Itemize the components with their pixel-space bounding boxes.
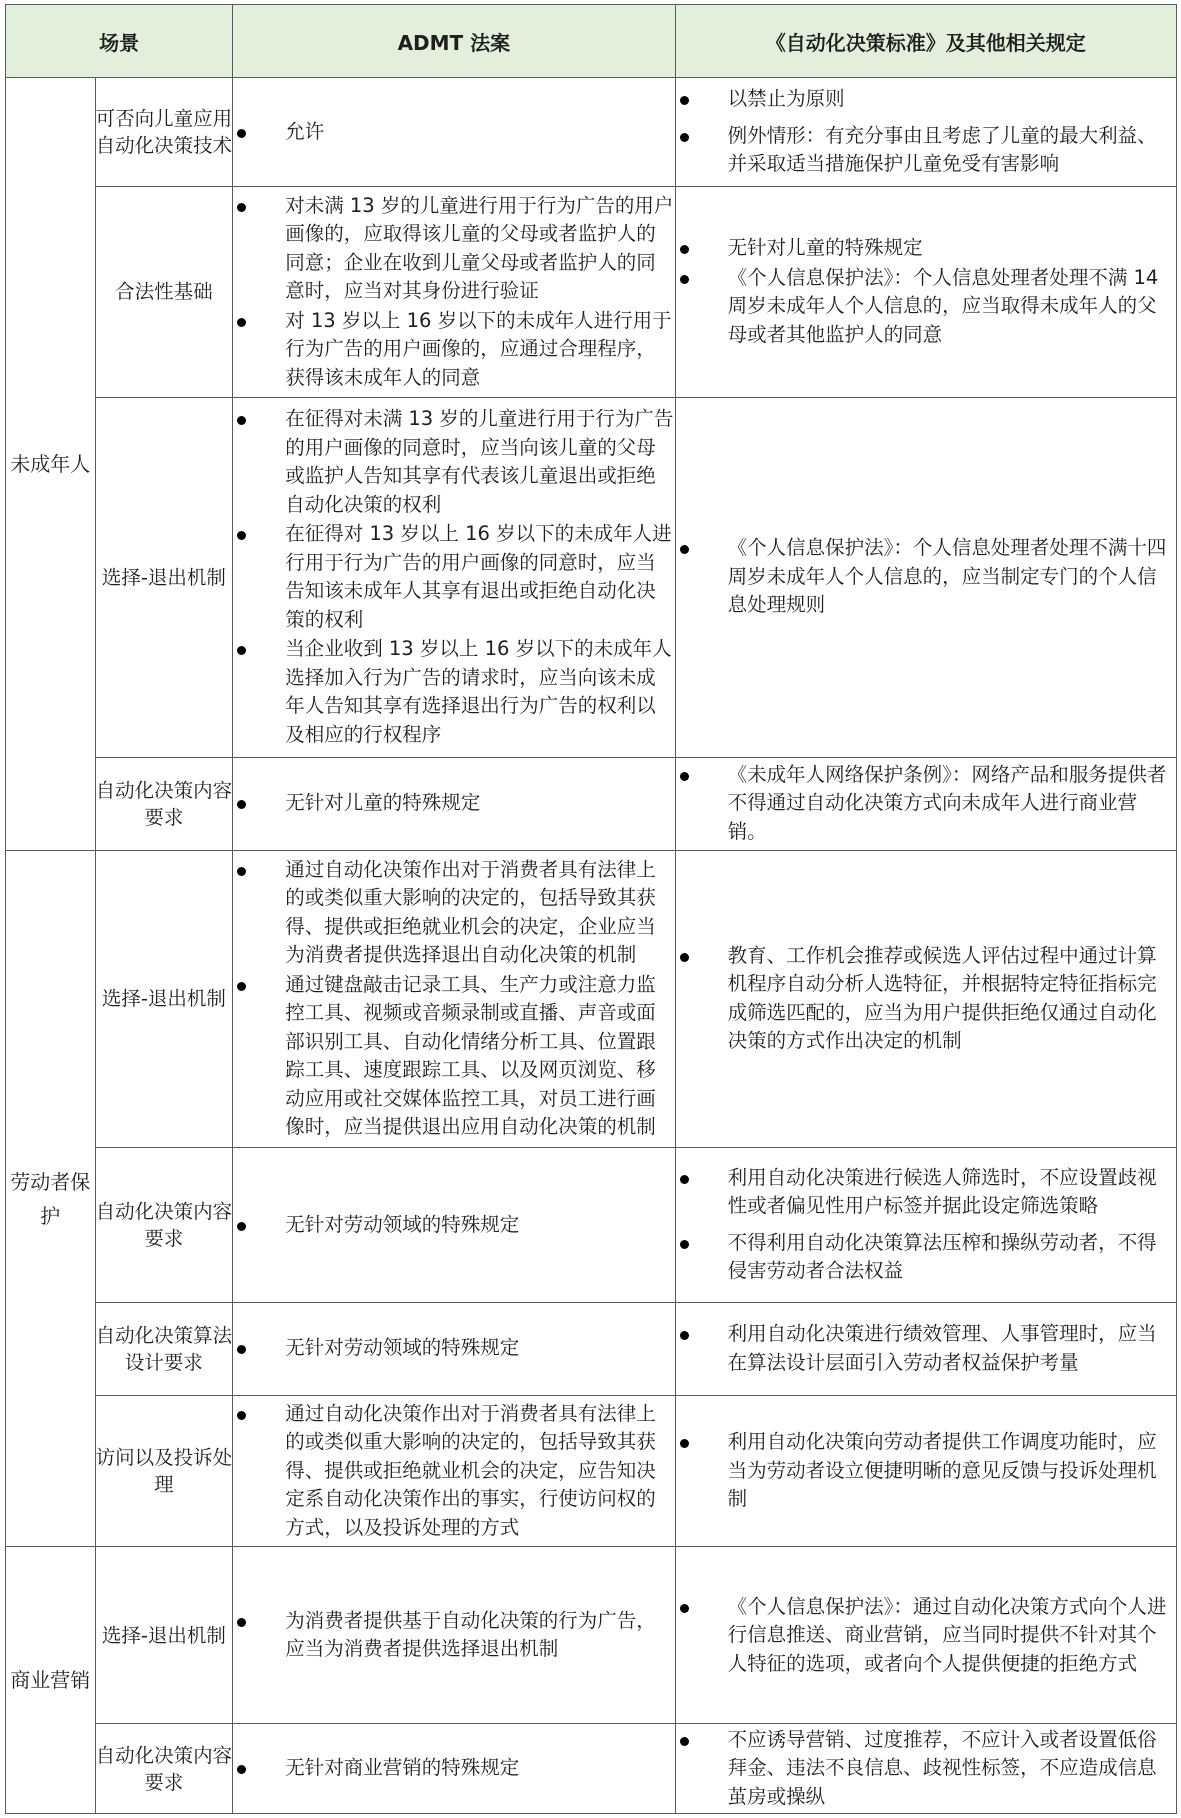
list-item: 无针对劳动领域的特殊规定 bbox=[233, 1211, 674, 1240]
table-row bbox=[6, 850, 1177, 1147]
list-item: 无针对儿童的特殊规定 bbox=[676, 234, 1176, 263]
bullet-icon bbox=[237, 1345, 246, 1354]
list-item: 通过键盘敲击记录工具、生产力或注意力监控工具、视频或音频录制或直播、声音或面部识别工具、自动化情绪分析工具、位置跟踪工具、速度跟踪工具、以及网页浏览、移动应用或社交媒体监控工具，对员工进行画像时，应当提供退出应用自动化决策的机制 bbox=[233, 971, 674, 1142]
scene-cell: 选择-退出机制 bbox=[95, 397, 233, 757]
table-row bbox=[6, 1302, 1177, 1395]
bullet-icon bbox=[237, 1222, 246, 1231]
bullet-icon bbox=[680, 953, 689, 962]
bullet-icon bbox=[680, 1175, 689, 1184]
standard-cell bbox=[675, 78, 1176, 187]
bullet-icon bbox=[680, 1737, 689, 1746]
regulation-comparison-table bbox=[5, 4, 1177, 1814]
list-item: 《个人信息保护法》：个人信息处理者处理不满 14 周岁未成年人个人信息的，应当取得未成年人的父母或者其他监护人的同意 bbox=[676, 264, 1176, 350]
bullet-icon bbox=[680, 245, 689, 254]
scene-cell: 合法性基础 bbox=[95, 187, 233, 397]
admt-cell bbox=[233, 850, 675, 1147]
bullet-icon bbox=[237, 800, 246, 809]
list-item: 利用自动化决策向劳动者提供工作调度功能时，应当为劳动者设立便捷明晰的意见反馈与投诉处理机制 bbox=[676, 1428, 1176, 1514]
admt-cell bbox=[233, 1724, 675, 1814]
group-labor: 劳动者保护 bbox=[6, 850, 96, 1547]
list-item: 在征得对 13 岁以上 16 岁以下的未成年人进行用于行为广告的用户画像的同意时，应当告知该未成年人其享有退出或拒绝自动化决策的权利 bbox=[233, 520, 674, 634]
bullet-icon bbox=[237, 1411, 246, 1420]
list-item: 无针对劳动领域的特殊规定 bbox=[233, 1334, 674, 1363]
header-standard: 《自动化决策标准》及其他相关规定 bbox=[675, 5, 1176, 78]
bullet-icon bbox=[237, 203, 246, 212]
list-item: 以禁止为原则 bbox=[676, 85, 1176, 114]
standard-cell bbox=[675, 1724, 1176, 1814]
bullet-icon bbox=[680, 96, 689, 105]
list-item: 为消费者提供基于自动化决策的行为广告，应当为消费者提供选择退出机制 bbox=[233, 1607, 674, 1664]
bullet-icon bbox=[237, 1765, 246, 1774]
scene-cell: 自动化决策内容要求 bbox=[95, 757, 233, 850]
bullet-icon bbox=[237, 646, 246, 655]
admt-cell bbox=[233, 78, 675, 187]
list-item: 通过自动化决策作出对于消费者具有法律上的或类似重大影响的决定的，包括导致其获得、提供或拒绝就业机会的决定，企业应当为消费者提供选择退出自动化决策的机制 bbox=[233, 856, 674, 970]
standard-cell bbox=[675, 187, 1176, 397]
list-item: 《个人信息保护法》：个人信息处理者处理不满十四周岁未成年人个人信息的，应当制定专门的个人信息处理规则 bbox=[676, 534, 1176, 620]
list-item: 无针对商业营销的特殊规定 bbox=[233, 1754, 674, 1783]
list-item: 《未成年人网络保护条例》：网络产品和服务提供者不得通过自动化决策方式向未成年人进行商业营销。 bbox=[676, 761, 1176, 847]
group-marketing: 商业营销 bbox=[6, 1547, 96, 1814]
scene-cell: 自动化决策内容要求 bbox=[95, 1147, 233, 1302]
standard-cell bbox=[675, 1302, 1176, 1395]
table-row bbox=[6, 397, 1177, 757]
bullet-icon bbox=[680, 772, 689, 781]
bullet-icon bbox=[237, 129, 246, 138]
standard-cell bbox=[675, 850, 1176, 1147]
bullet-icon bbox=[680, 275, 689, 284]
standard-cell bbox=[675, 757, 1176, 850]
list-item: 对未满 13 岁的儿童进行用于行为广告的用户画像的，应取得该儿童的父母或者监护人的同意；企业在收到儿童父母或者监护人的同意时，应当对其身份进行验证 bbox=[233, 192, 674, 306]
list-item: 利用自动化决策进行绩效管理、人事管理时，应当在算法设计层面引入劳动者权益保护考量 bbox=[676, 1320, 1176, 1377]
bullet-icon bbox=[680, 1240, 689, 1249]
bullet-icon bbox=[680, 545, 689, 554]
standard-cell bbox=[675, 1395, 1176, 1547]
scene-cell: 选择-退出机制 bbox=[95, 850, 233, 1147]
bullet-icon bbox=[237, 867, 246, 876]
bullet-icon bbox=[237, 982, 246, 991]
standard-cell bbox=[675, 397, 1176, 757]
admt-cell bbox=[233, 1547, 675, 1724]
list-item: 不应诱导营销、过度推荐，不应计入或者设置低俗拜金、违法不良信息、歧视性标签，不应造成信息茧房或操纵 bbox=[676, 1726, 1176, 1812]
table-row bbox=[6, 187, 1177, 397]
header-admt: ADMT 法案 bbox=[233, 5, 675, 78]
bullet-icon bbox=[237, 416, 246, 425]
admt-cell bbox=[233, 187, 675, 397]
list-item: 对 13 岁以上 16 岁以下的未成年人进行用于行为广告的用户画像的，应通过合理程序，获得该未成年人的同意 bbox=[233, 307, 674, 393]
table-row bbox=[6, 1395, 1177, 1547]
admt-cell bbox=[233, 1147, 675, 1302]
bullet-icon bbox=[680, 1331, 689, 1340]
admt-cell bbox=[233, 397, 675, 757]
list-item: 在征得对未满 13 岁的儿童进行用于行为广告的用户画像的同意时，应当向该儿童的父母或监护人告知其享有代表该儿童退出或拒绝自动化决策的权利 bbox=[233, 405, 674, 519]
bullet-icon bbox=[237, 1618, 246, 1627]
group-minors: 未成年人 bbox=[6, 78, 96, 851]
scene-cell: 自动化决策内容要求 bbox=[95, 1724, 233, 1814]
scene-cell: 可否向儿童应用自动化决策技术 bbox=[95, 78, 233, 187]
list-item: 教育、工作机会推荐或候选人评估过程中通过计算机程序自动分析人选特征，并根据特定特征指标完成筛选匹配的，应当为用户提供拒绝仅通过自动化决策的方式作出决定的机制 bbox=[676, 942, 1176, 1056]
table-row bbox=[6, 757, 1177, 850]
bullet-icon bbox=[680, 1439, 689, 1448]
bullet-icon bbox=[680, 1604, 689, 1613]
list-item: 无针对儿童的特殊规定 bbox=[233, 789, 674, 818]
list-item: 通过自动化决策作出对于消费者具有法律上的或类似重大影响的决定的，包括导致其获得、提供或拒绝就业机会的决定，应告知决定系自动化决策作出的事实，行使访问权的方式，以及投诉处理的方式 bbox=[233, 1400, 674, 1543]
scene-cell: 访问以及投诉处理 bbox=[95, 1395, 233, 1547]
table-row bbox=[6, 1724, 1177, 1814]
table-header-row bbox=[6, 5, 1177, 78]
list-item: 例外情形：有充分事由且考虑了儿童的最大利益、并采取适当措施保护儿童免受有害影响 bbox=[676, 122, 1176, 179]
scene-cell: 选择-退出机制 bbox=[95, 1547, 233, 1724]
scene-cell: 自动化决策算法设计要求 bbox=[95, 1302, 233, 1395]
list-item: 利用自动化决策进行候选人筛选时，不应设置歧视性或者偏见性用户标签并据此设定筛选策略 bbox=[676, 1164, 1176, 1221]
list-item: 允许 bbox=[233, 118, 674, 147]
list-item: 不得利用自动化决策算法压榨和操纵劳动者，不得侵害劳动者合法权益 bbox=[676, 1229, 1176, 1286]
admt-cell bbox=[233, 1302, 675, 1395]
list-item: 当企业收到 13 岁以上 16 岁以下的未成年人选择加入行为广告的请求时，应当向该未成年人告知其享有选择退出行为广告的权利以及相应的行权程序 bbox=[233, 635, 674, 749]
table-row bbox=[6, 78, 1177, 187]
table-row bbox=[6, 1547, 1177, 1724]
list-item: 《个人信息保护法》：通过自动化决策方式向个人进行信息推送、商业营销，应当同时提供不针对其个人特征的选项，或者向个人提供便捷的拒绝方式 bbox=[676, 1593, 1176, 1679]
standard-cell bbox=[675, 1547, 1176, 1724]
bullet-icon bbox=[237, 318, 246, 327]
bullet-icon bbox=[680, 133, 689, 142]
admt-cell bbox=[233, 757, 675, 850]
standard-cell bbox=[675, 1147, 1176, 1302]
bullet-icon bbox=[237, 531, 246, 540]
header-scene: 场景 bbox=[6, 5, 233, 78]
admt-cell bbox=[233, 1395, 675, 1547]
table-row bbox=[6, 1147, 1177, 1302]
